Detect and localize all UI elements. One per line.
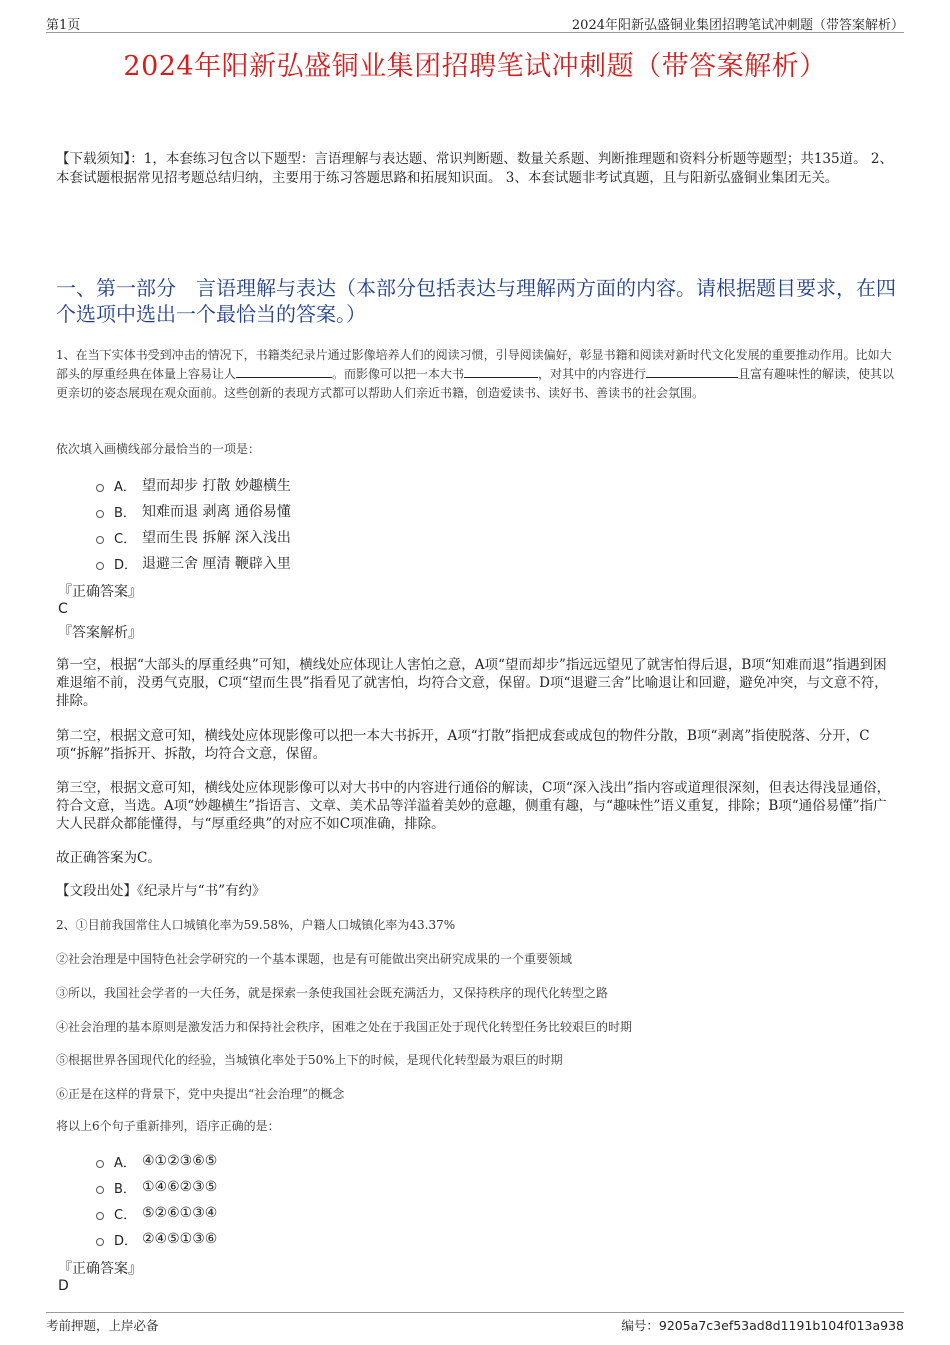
q1-stem-part: ，对其中的内容进行 (538, 367, 647, 381)
option-letter: D． (114, 557, 138, 573)
fill-blank (464, 366, 538, 378)
q2-sentence-5: ⑤根据世界各国现代化的经验，当城镇化率处于50%上下的时候，是现代化转型最为艰巨的时期 (56, 1053, 563, 1067)
q2-answer: D (58, 1278, 69, 1294)
code-label: 编号： (621, 1318, 659, 1333)
q2-sentence-1: 2、①目前我国常住人口城镇化率为59.58%，户籍人口城镇化率为43.37% (56, 918, 456, 932)
option-text: 知难而退 剥离 通俗易懂 (142, 504, 291, 520)
q2-option-c[interactable] (96, 1200, 217, 1226)
q2-option-d[interactable] (96, 1226, 217, 1252)
option-letter: D． (114, 1233, 138, 1249)
radio-icon[interactable] (96, 536, 104, 544)
section-text: 言语理解与表达（本部分包括表达与理解两方面的内容。请根据题目要求，在四个选项中选出一个最恰当的答案。） (56, 276, 896, 326)
option-text: ④①②③⑥⑤ (142, 1153, 218, 1169)
header-doc-title: 2024年阳新弘盛铜业集团招聘笔试冲刺题（带答案解析） (571, 18, 904, 33)
q1-option-c[interactable] (96, 524, 291, 550)
footer-code (621, 1316, 904, 1334)
option-text: ①④⑥②③⑤ (142, 1179, 218, 1195)
page-number: 第1页 (46, 18, 81, 33)
q1-stem-part: 且富有趣味性的解读，使其以更亲切的姿态展现在观众面前。这些创新的表现方式都可以帮助人们亲近书籍，创造爱读书、读好书、善读书的社会氛围。 (56, 367, 895, 400)
option-letter: A． (114, 479, 136, 495)
radio-icon[interactable] (96, 1160, 104, 1168)
q1-answer-label: 『正确答案』 (58, 584, 142, 600)
fill-blank (236, 366, 332, 378)
fill-blank (646, 366, 738, 378)
radio-icon[interactable] (96, 562, 104, 570)
q2-option-b[interactable] (96, 1174, 217, 1200)
q1-answer: C (58, 601, 68, 617)
q1-analysis-4: 故正确答案为C。 (56, 850, 161, 866)
code-value: 9205a7c3ef53ad8d1191b104f013a938 (658, 1318, 904, 1333)
page-header (46, 14, 904, 33)
q2-sentence-3: ③所以，我国社会学者的一大任务，就是探索一条使我国社会既充满活力，又保持秩序的现代化转型之路 (56, 986, 609, 1000)
q2-answer-label: 『正确答案』 (58, 1261, 142, 1277)
page-title: 2024年阳新弘盛铜业集团招聘笔试冲刺题（带答案解析） (123, 51, 827, 82)
download-notice: 【下载须知】：1，本套练习包含以下题型：言语理解与表达题、常识判断题、数量关系题、判断推理题和资料分析题等题型；共135道。 2、本套试题根据常见招考题总结归纳，主要用于练习答题思路和拓展知识面。 3、本套试题非考试真题，且与阳新弘盛铜业集团无关。 (56, 151, 893, 186)
q1-analysis-3: 第三空，根据文意可知，横线处应体现影像可以对大书中的内容进行通俗的解读，C项“深入浅出”指内容或道理很深刻，但表达得浅显通俗，符合文意，当选。A项“妙趣横生”指语言、文章、美术品等洋溢着美妙的意趣，侧重有趣，与“趣味性”语义重复，排除；B项“通俗易懂”指广大人民群众都能懂得，与“厚重经典”的对应不如C项准确，排除。 (56, 780, 891, 832)
q1-options (96, 472, 291, 576)
section-heading (56, 275, 900, 327)
q1-analysis-label: 『答案解析』 (58, 625, 142, 641)
q2-sentence-4: ④社会治理的基本原则是激发活力和保持社会秩序，困难之处在于我国正处于现代化转型任务比较艰巨的时期 (56, 1020, 633, 1034)
radio-icon[interactable] (96, 1238, 104, 1246)
radio-icon[interactable] (96, 510, 104, 518)
option-letter: B． (114, 1181, 136, 1197)
option-text: 望而却步 打散 妙趣横生 (142, 478, 291, 494)
option-text: 退避三舍 厘清 鞭辟入里 (142, 556, 291, 572)
q1-analysis-1: 第一空，根据“大部头的厚重经典”可知，横线处应体现让人害怕之意，A项“望而却步”指远远望见了就害怕得后退，B项“知难而退”指遇到困难退缩不前，没勇气克服，C项“望而生畏”指看见了就害怕，均符合文意，保留。D项“退避三舍”比喻退让和回避，避免冲突，与文意不符，排除。 (56, 657, 888, 709)
radio-icon[interactable] (96, 1212, 104, 1220)
option-text: ②④⑤①③⑥ (142, 1231, 218, 1247)
q2-option-a[interactable] (96, 1148, 217, 1174)
page-footer (46, 1312, 904, 1333)
q1-prompt: 依次填入画横线部分最恰当的一项是： (56, 442, 261, 456)
q1-source: 【文段出处】《纪录片与“书”有约》 (56, 883, 266, 899)
q1-stem-part: 。而影像可以把一本大书 (332, 367, 465, 381)
q2-options (96, 1148, 217, 1252)
q2-sentence-6: ⑥正是在这样的背景下，党中央提出“社会治理”的概念 (56, 1087, 345, 1101)
option-text: 望而生畏 拆解 深入浅出 (142, 530, 291, 546)
radio-icon[interactable] (96, 1186, 104, 1194)
q1-stem (56, 346, 900, 403)
option-letter: B． (114, 505, 136, 521)
footer-slogan: 考前押题，上岸必备 (46, 1318, 159, 1333)
radio-icon[interactable] (96, 484, 104, 492)
q1-option-d[interactable] (96, 550, 291, 576)
option-letter: A． (114, 1155, 136, 1171)
q2-sentence-2: ②社会治理是中国特色社会学研究的一个基本课题，也是有可能做出突出研究成果的一个重要领域 (56, 952, 573, 966)
option-text: ⑤②⑥①③④ (142, 1205, 218, 1221)
option-letter: C． (114, 531, 137, 547)
q1-option-b[interactable] (96, 498, 291, 524)
q1-analysis-2: 第二空，根据文意可知，横线处应体现影像可以把一本大书拆开，A项“打散”指把成套或成包的物件分散，B项“剥离”指使脱落、分开，C项“拆解”指拆开、拆散，均符合文意，保留。 (56, 728, 870, 762)
q1-stem-part: 1、在当下实体书受到冲击的情况下，书籍类纪录片通过影像培养人们的阅读习惯，引导阅读偏好，彰显书籍和阅读对新时代文化发展的重要推动作用。比如大部头的厚重经典在体量上容易让人 (56, 348, 892, 381)
q1-option-a[interactable] (96, 472, 291, 498)
section-prefix: 一、第一部分 (56, 276, 176, 300)
q2-prompt: 将以上6个句子重新排列，语序正确的是： (56, 1119, 280, 1133)
option-letter: C． (114, 1207, 137, 1223)
